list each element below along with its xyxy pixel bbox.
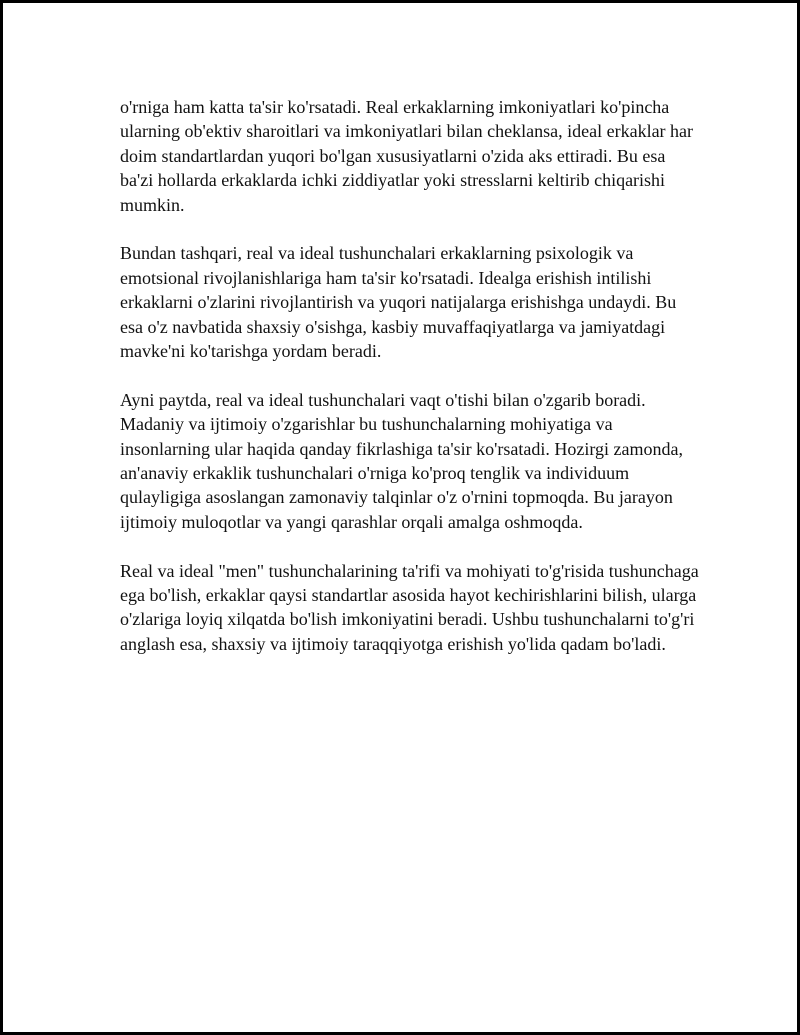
paragraph-1: o'rniga ham katta ta'sir ko'rsatadi. Real erkaklarning imkoniyatlari ko'pincha ularning ob'ektiv sharoitlari va imkoniyatlari bilan cheklansa, ideal erkaklar har doim standartlardan yuqori bo'lgan xususiyatlarni o'zida aks ettiradi. Bu esa ba'zi hollarda erkaklarda ichki ziddiyatlar yoki stresslarni keltirib chiqarishi mumkin.: [120, 97, 694, 215]
paragraph-2: Bundan tashqari, real va ideal tushunchalari erkaklarning psixologik va emotsional rivojlanishlariga ham ta'sir ko'rsatadi. Idealga erishish intilishi erkaklarni o'zlarini rivojlantirish va yuqori natijalarga erishishga undaydi. Bu esa o'z navbatida shaxsiy o'sishga, kasbiy muvaffaqiyatlarga va jamiyatdagi mavke'ni ko'tarishga yordam beradi.: [120, 243, 677, 362]
paragraph-3: Ayni paytda, real va ideal tushunchalari vaqt o'tishi bilan o'zgarib boradi. Madaniy va ijtimoiy o'zgarishlar bu tushunchalarning mohiyatiga va insonlarning ular haqida qanday fikrlashiga ta'sir ko'rsatadi. Hozirgi zamonda, an'anaviy erkaklik tushunchalari o'rniga ko'proq tenglik va individuum qulayligiga asoslangan zamonaviy talqinlar o'z o'rnini topmoqda. Bu jarayon ijtimoiy muloqotlar va yangi qarashlar orqali amalga oshmoqda.: [120, 389, 683, 532]
paragraph-4: Real va ideal "men" tushunchalarining ta'rifi va mohiyati to'g'risida tushunchaga ega bo'lish, erkaklar qaysi standartlar asosida hayot kechirishlarini bilish, ularga o'zlariga loyiq xilqatda bo'lish imkoniyatini beradi. Ushbu tushunchalarni to'g'ri anglash esa, shaxsiy va ijtimoiy taraqqiyotga erishish yo'lida qadam bo'ladi.: [120, 560, 699, 654]
document-body: [120, 95, 700, 656]
